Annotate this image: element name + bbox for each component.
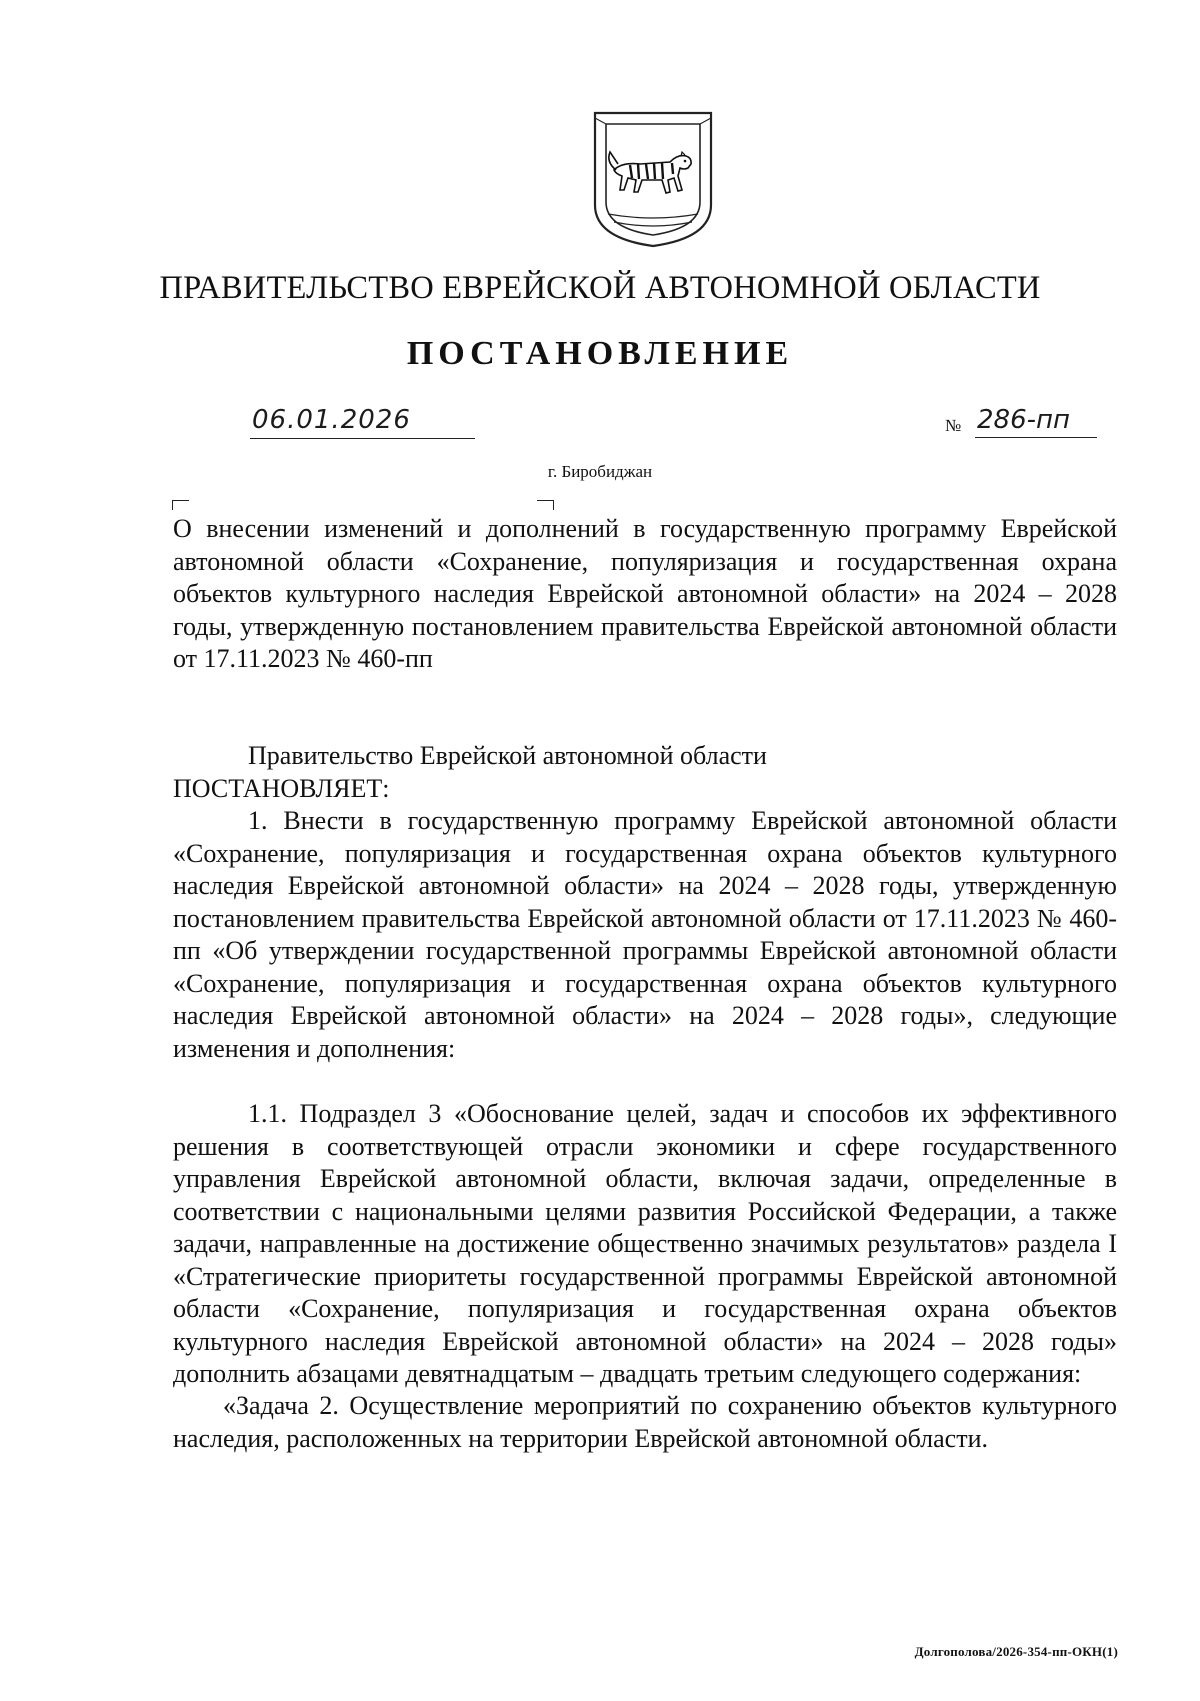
footer-reference: Долгополова/2026-354-пп-ОКН(1): [914, 1644, 1118, 1659]
number-underline: [975, 437, 1097, 438]
handwritten-number: 286-пп: [977, 405, 1071, 435]
subject-bracket-right: [537, 500, 554, 510]
preamble: [173, 740, 1117, 805]
preamble-resolves: ПОСТАНОВЛЯЕТ:: [173, 773, 390, 803]
city-line: г. Биробиджан: [547, 462, 653, 481]
document-type-heading: ПОСТАНОВЛЕНИЕ: [406, 335, 794, 372]
document-number-field: [945, 398, 1097, 438]
number-sign: №: [945, 416, 962, 435]
paragraph-1-1: 1.1. Подраздел 3 «Обоснование целей, задач и способов их эффективного решения в соответствующей отрасли экономики и сфере государственного управления Еврейской автономной области, включая задачи, определенные в соответствии с национальными целями развития Российской Федерации, а также задачи, направленные на достижение общественно значимых результатов» раздела I «Стратегические приоритеты государственной программы Еврейской автономной области «Сохранение, популяризация и государственная охрана объектов культурного наследия Еврейской автономной области» на 2024 – 2028 годы» дополнить абзацами девятнадцатым – двадцать третьим следующего содержания:: [173, 1099, 1117, 1388]
preamble-government: Правительство Еврейской автономной области: [248, 741, 767, 770]
handwritten-date: 06.01.2026: [252, 405, 411, 435]
quoted-paragraph: «Задача 2. Осуществление мероприятий по сохранению объектов культурного наследия, расположенных на территории Еврейской автономной области.: [173, 1391, 1117, 1453]
document-date-field: [250, 398, 475, 439]
paragraph-1: 1. Внести в государственную программу Еврейской автономной области «Сохранение, популяризация и государственная охрана объектов культурного наследия Еврейской автономной области» на 2024 – 2028 годы, утвержденную постановлением правительства Еврейской автономной области от 17.11.2023 № 460-пп «Об утверждении государственной программы Еврейской автономной области «Сохранение, популяризация и государственная охрана объектов культурного наследия Еврейской автономной области» на 2024 – 2028 годы», следующие изменения и дополнения:: [173, 806, 1117, 1063]
government-title: ПРАВИТЕЛЬСТВО ЕВРЕЙСКОЙ АВТОНОМНОЙ ОБЛАСТИ: [159, 270, 1041, 306]
coat-of-arms-icon: [592, 110, 714, 248]
document-subject: О внесении изменений и дополнений в государственную программу Еврейской автономной области «Сохранение, популяризация и государственная охрана объектов культурного наследия Еврейской автономной области» на 2024 – 2028 годы, утвержденную постановлением правительства Еврейской автономной области от 17.11.2023 № 460-пп: [173, 514, 1117, 673]
subject-bracket-left: [172, 500, 189, 510]
